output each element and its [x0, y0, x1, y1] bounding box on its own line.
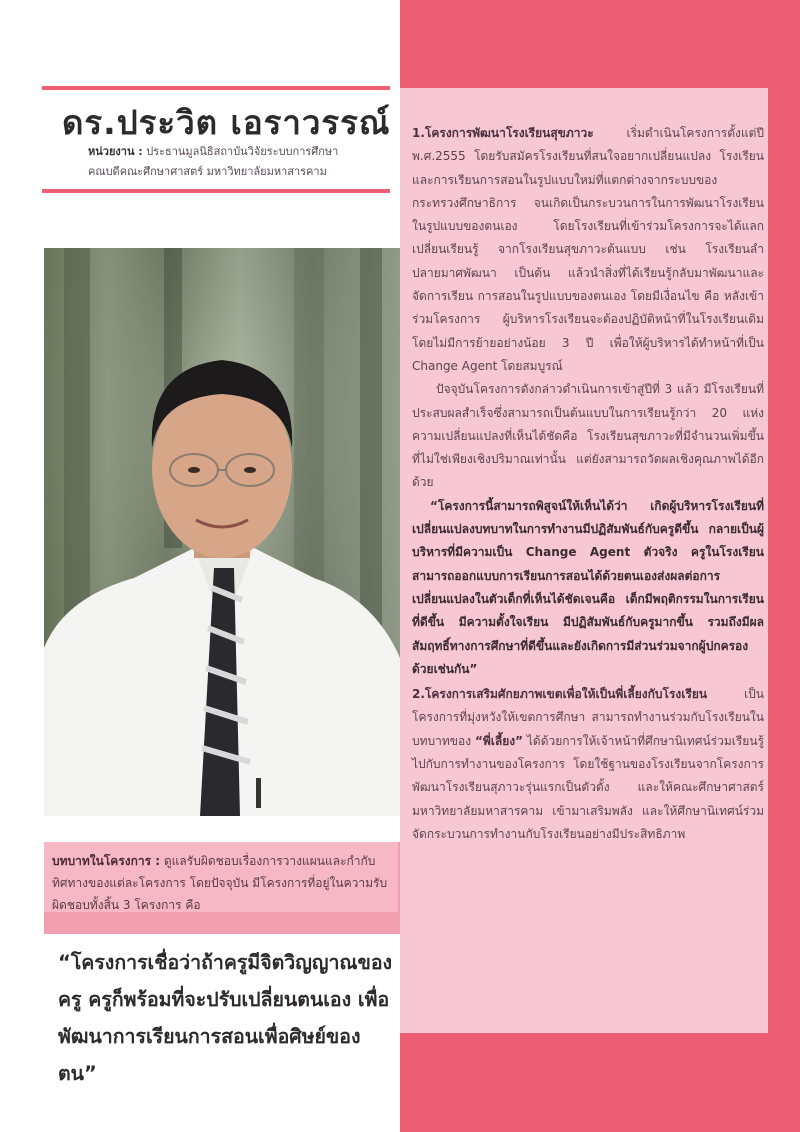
project-1-status: ปัจจุบันโครงการดังกล่าวดำเนินการเข้าสู่ปีที่ 3 แล้ว มีโรงเรียนที่ประสบผลสำเร็จซึ่งสามารถเป็นต้นแบบในการเรียนรู้กว่า 20 แห่ง ความเปลี่ยนแปลงที่เห็นได้ชัดคือ โรงเรียนสุขภาวะที่มีจำนวนเพิ่มขึ้น ที่ไม่ใช่เพียงเชิงปริมาณเท่านั้น แต่ยังสามารถวัดผลเชิงคุณภาพได้อีกด้วย [412, 382, 764, 490]
role-label: บทบาทในโครงการ : [52, 854, 161, 868]
project-2-highlight: “พี่เลี้ยง” [474, 733, 523, 748]
project-2-heading: 2.โครงการเสริมศักยภาพเขตเพื่อให้เป็นพี่เลี้ยงกับโรงเรียน [412, 687, 708, 702]
article-body [412, 122, 764, 846]
portrait-photo [44, 248, 400, 816]
project-2-body-b: ได้ด้วยการให้เจ้าหน้าที่ศึกษานิเทศน์ร่วมเรียนรู้ไปกับการทำงานของโครงการ โดยใช้ฐานของโรงเรียนจากโครงการพัฒนาโรงเรียนสุภาวะรุ่นแรกเป็นตัวตั้ง และให้คณะศึกษาศาสตร์ มหาวิทยาลัยมหาสารคาม เข้ามาเสริมพลัง และให้ศึกษานิเทศน์ร่วมจัดกระบวนการทำงานกับโรงเรียนอย่างมีประสิทธิภาพ [412, 733, 764, 841]
role-text [52, 850, 400, 916]
project-2-body-a: เป็นโครงการที่มุ่งหวังให้เขตการศึกษา สามารถทำงานร่วมกับโรงเรียนในบทบาทของ [412, 687, 764, 748]
affiliation-line-1: ประธานมูลนิธิสถาบันวิจัยระบบการศึกษา [146, 145, 339, 158]
role-description: ดูแลรับผิดชอบเรื่องการวางแผนและกำกับทิศทางของแต่ละโครงการ โดยปัจจุบัน มีโครงการที่อยู่ในความรับผิดชอบทั้งสิ้น 3 โครงการ คือ [52, 854, 388, 912]
person-name: ดร.ประวิต เอราวรรณ์ [62, 103, 391, 142]
affiliation-label: หน่วยงาน : [88, 145, 143, 158]
affiliation-line-2: คณบดีคณะศึกษาศาสตร์ มหาวิทยาลัยมหาสารคาม [88, 165, 327, 178]
project-1-quote: “โครงการนี้สามารถพิสูจน์ให้เห็นได้ว่า เกิดผู้บริหารโรงเรียนที่เปลี่ยนแปลงบทบาทในการทำงานมีปฏิสัมพันธ์กับครูดีขึ้น กลายเป็นผู้บริหารที่มีความเป็น Change Agent ตัวจริง ครูในโรงเรียนสามารถออกแบบการเรียนการสอนได้ด้วยตนเองส่งผลต่อการเปลี่ยนแปลงในตัวเด็กที่เห็นได้ชัดเจนคือ เด็กมีพฤติกรรมในการเรียนที่ดีขึ้น มีความตั้งใจเรียน มีปฏิสัมพันธ์กับครูมากขึ้น รวมถึงมีผลสัมฤทธิ์ทางการศึกษาที่ดีขึ้นและยังเกิดการมีส่วนร่วมจากผู้ปกครองด้วยเช่นกัน” [412, 498, 764, 676]
header-rule-bottom [42, 189, 390, 193]
header-rule-top [42, 86, 390, 90]
project-1-heading: 1.โครงการพัฒนาโรงเรียนสุขภาวะ [412, 126, 594, 140]
pull-quote: “โครงการเชื่อว่าถ้าครูมีจิตวิญญาณของครู ครูก็พร้อมที่จะปรับเปลี่ยนตนเอง เพื่อพัฒนาการเรียนการสอนเพื่อศิษย์ของตน” [58, 951, 393, 1085]
affiliation [88, 142, 388, 182]
project-1-body: เริ่มดำเนินโครงการตั้งแต่ปี พ.ศ.2555 โดยรับสมัครโรงเรียนที่สนใจอยากเปลี่ยนแปลง โรงเรียนและการเรียนการสอนในรูปแบบใหม่ที่แตกต่างจากระบบของกระทรวงศึกษาธิการ จนเกิดเป็นกระบวนการในการพัฒนาโรงเรียน ในรูปแบบของตนเอง โดยโรงเรียนที่เข้าร่วมโครงการจะได้แลกเปลี่ยนเรียนรู้ จากโรงเรียนสุขภาวะต้นแบบ เช่น โรงเรียนลำปลายมาศพัฒนา เป็นต้น แล้วนำสิ่งที่ได้เรียนรู้กลับมาพัฒนาและจัดการเรียน การสอนในรูปแบบของตนเอง โดยมีเงื่อนไข คือ หลังเข้าร่วมโครงการ ผู้บริหารโรงเรียนจะต้องปฏิบัติหน้าที่ในโรงเรียนเดิมโดยไม่มีการย้ายอย่างน้อย 3 ปี เพื่อให้ผู้บริหารได้ทำหน้าที่เป็น Change Agent โดยสมบูรณ์ [412, 126, 764, 373]
